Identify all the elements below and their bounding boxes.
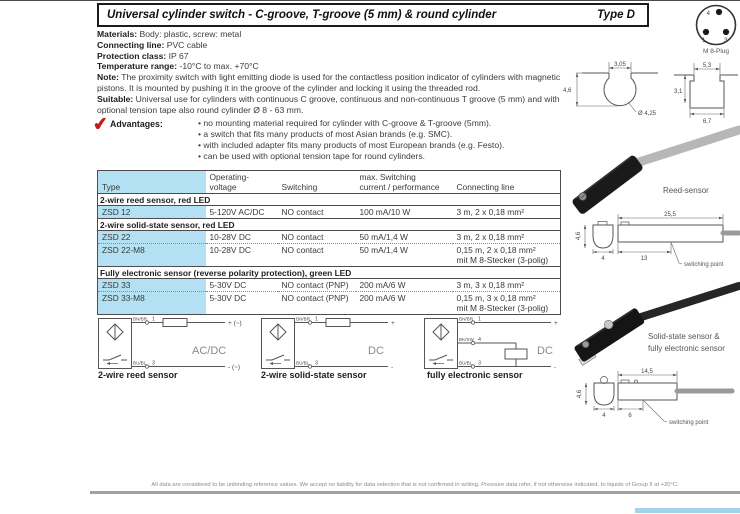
terminal-label: + [391,320,395,327]
wire-label: BN/BR [459,316,474,322]
page-top-rule [0,0,740,1]
wire-label: BK/SW [459,337,474,342]
t-groove-depth-dim: 3,1 [674,89,683,95]
c-groove-drawing [562,58,670,122]
terminal-label: - (~) [228,364,241,371]
circuit-caption-solidstate: 2-wire solid-state sensor [261,370,367,380]
reed-sensor-label: Reed-sensor [663,186,709,195]
col-header-voltage: Operating- voltage [209,172,250,192]
spec-paragraphs [97,29,569,115]
table-row: ZSD 22-M8 10-28V DC NO contact 50 mA/1,4 W 0,15 m, 2 x 0,18 mm² mit M 8-Stecker (3-polig) [98,244,561,267]
circuit-diagram-reed [97,316,257,374]
title-bar [97,3,649,27]
solid-length-dim: 14,5 [641,369,653,375]
wire-label: BN/BR [133,316,148,322]
reed-switch-dim: 13 [640,256,648,262]
reed-width-dim: 4 [601,256,605,262]
m8-plug-icon [692,2,740,48]
checkmark-icon: ✔ [91,113,110,135]
supply-label: DC [368,345,384,357]
supply-label: DC [537,345,553,357]
spec-line-temperature: Temperature range: -10°C to max. +70°C [97,61,259,72]
product-table-wrap [97,170,561,315]
c-groove-top-dim: 3,05 [614,62,626,68]
wire-label: BU/BL [459,360,473,366]
pin-number: 3 [478,360,481,367]
product-table [97,170,561,315]
c-groove-dia-dim: Ø 4,25 [638,111,657,117]
terminal-label: - [554,364,557,371]
col-header-type: Type [98,171,206,194]
reed-switching-point-label: switching point [684,262,724,268]
circuit-caption-reed: 2-wire reed sensor [98,370,178,380]
table-row: ZSD 33-M8 5-30V DC NO contact (PNP) 200 mA/6 W 0,15 m, 3 x 0,18 mm² mit M 8-Stecker (3-polig) [98,292,561,315]
solidstate-dimension-drawing [572,360,740,432]
t-groove-bottom-dim: 6,7 [702,119,712,125]
solidstate-sensor-label-1: Solid-state sensor & [648,332,720,341]
col-header-current: max. Switching current / performance [359,172,440,192]
advantages-list [198,118,568,162]
wire-label: BU/BL [133,360,147,366]
circuit-caption-electronic: fully electronic sensor [427,370,523,380]
supply-label: AC/DC [192,345,227,357]
table-row: ZSD 12 5-120V AC/DC NO contact 100 mA/10 W 3 m, 2 x 0,18 mm² [98,206,561,219]
terminal-label: - [391,364,394,371]
advantage-item: • with included adapter fits many products of most European brands (e.g. Festo). [198,140,568,151]
reed-dimension-drawing [572,206,740,274]
table-header-row [98,171,561,194]
advantage-item: • a switch that fits many products of most Asian brands (e.g. SMC). [198,129,568,140]
reed-height-dim: 4,6 [576,231,582,241]
col-header-line: Connecting line [456,182,515,192]
pin-number: 3 [152,360,155,367]
solid-height-dim: 4,6 [577,389,583,399]
reed-sensor-photo [558,122,740,217]
plug-pin-1: 1 [702,38,706,44]
terminal-label: + [554,320,558,327]
plug-pin-4: 4 [706,11,710,17]
col-header-switching: Switching [281,182,318,192]
spec-line-materials: Materials: Body: plastic, screw: metal [97,29,242,39]
footer-rule [90,491,740,494]
solidstate-sensor-photo [558,276,740,364]
solid-switching-point-label: switching point [669,420,709,426]
spec-line-suitable: Suitable: Universal use for cylinders with continuous C groove, continuous and non-continuous T groove (5 mm) and with optional tension tape also round cylinder Ø 8 - 63 mm. [97,93,560,115]
c-groove-height-dim: 4,6 [563,88,572,94]
pin-number: 1 [315,316,318,323]
pin-number: 1 [152,316,155,323]
m8-plug-caption: M 8-Plug [702,48,729,55]
section-row-solidstate: 2-wire solid-state sensor, red LED [98,219,561,231]
reed-length-dim: 25,5 [664,212,676,218]
pin-number: 1 [478,316,481,323]
page-title: Universal cylinder switch - C-groove, T-groove (5 mm) & round cylinder [107,9,497,21]
spec-line-protection: Protection class: IP 67 [97,50,189,61]
solid-switch-dim: 6 [628,413,632,419]
advantage-item: • can be used with optional tension tape for round cylinders. [198,151,568,162]
table-row: ZSD 22 10-28V DC NO contact 50 mA/1,4 W 3 m, 2 x 0,18 mm² [98,231,561,244]
terminal-label: + (~) [228,320,242,327]
circuit-diagram-solidstate [260,316,420,374]
advantages-label: Advantages: [110,119,163,129]
table-row: ZSD 33 5-30V DC NO contact (PNP) 200 mA/6 W 3 m, 3 x 0,18 mm² [98,279,561,292]
pin-number: 3 [315,360,318,367]
solid-width-dim: 4 [602,413,606,419]
section-row-reed: 2-wire reed sensor, red LED [98,194,561,206]
pin-number: 4 [478,337,481,343]
plug-pin-3: 3 [724,38,728,44]
spec-line-note: Note: The proximity switch with light emitting diode is used for the contactless position indicator of cylinders with magnetic pistons. It is mounted by pushing it in the groove of the cylinder and locking it using the threaded rod. [97,72,561,93]
advantage-item: • no mounting material required for cylinder with C-groove & T-groove (5mm). [198,118,568,129]
t-groove-top-dim: 5,3 [702,63,712,69]
wire-label: BU/BL [296,360,310,366]
footer-disclaimer: All data are considered to be unbinding reference values. We accept no liability for data selection that is not confirmed in writing. Pressure data refer, if not otherwise indicated, to liquids of Group II at +20°C. [151,482,679,488]
wire-label: BN/BR [296,316,311,322]
t-groove-drawing [672,58,740,126]
section-row-electronic: Fully electronic sensor (reverse polarity protection), green LED [98,267,561,279]
solidstate-sensor-label-2: fully electronic sensor [648,344,725,353]
spec-line-connecting: Connecting line: PVC cable [97,39,208,50]
footer-accent-bar [635,508,740,513]
type-label: Type D [597,9,635,21]
